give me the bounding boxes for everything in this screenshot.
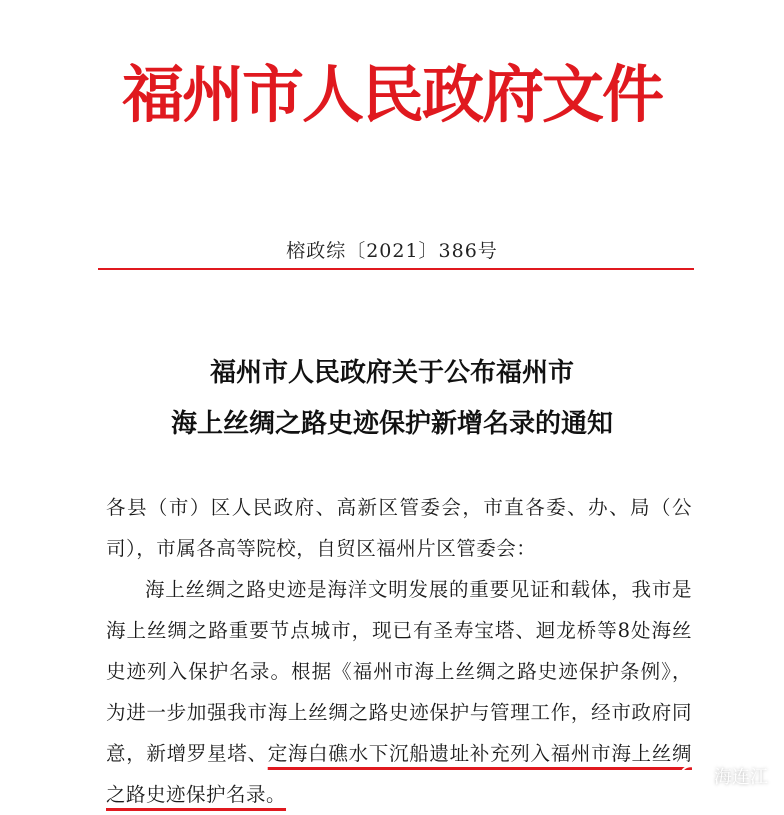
red-divider [98, 268, 694, 270]
notice-title-line1: 福州市人民政府关于公布福州市 [209, 358, 574, 388]
document-body [106, 487, 692, 815]
notice-title-line2: 海上丝绸之路史迹保护新增名录的通知 [170, 409, 613, 439]
wechat-icon [680, 764, 708, 788]
paragraph-1 [106, 569, 692, 815]
document-number: 榕政综〔2021〕386号 [286, 240, 498, 262]
document-header-title: 福州市人民政府文件 [121, 58, 662, 131]
paragraph-1-text: 海上丝绸之路史迹是海洋文明发展的重要见证和载体，我市是海上丝绸之路重要节点城市，现已有圣寿宝塔、迴龙桥等8处海丝史迹列入保护名录。根据《福州市海上丝绸之路史迹保护条例》，为进一步加强我市海上丝绸之路史迹保护与管理工作，经市政府同意，新增罗星塔、 [106, 578, 692, 765]
addressee: 各县（市）区人民政府、高新区管委会，市直各委、办、局（公司），市属各高等院校，自贸区福州片区管委会： [106, 496, 692, 560]
highlighted-text: 定海白礁水下沉船遗址补充列入福州市海上丝绸之路史迹保护名录。 [106, 742, 692, 806]
watermark-label: 海连江 [714, 767, 768, 788]
watermark [680, 758, 768, 794]
